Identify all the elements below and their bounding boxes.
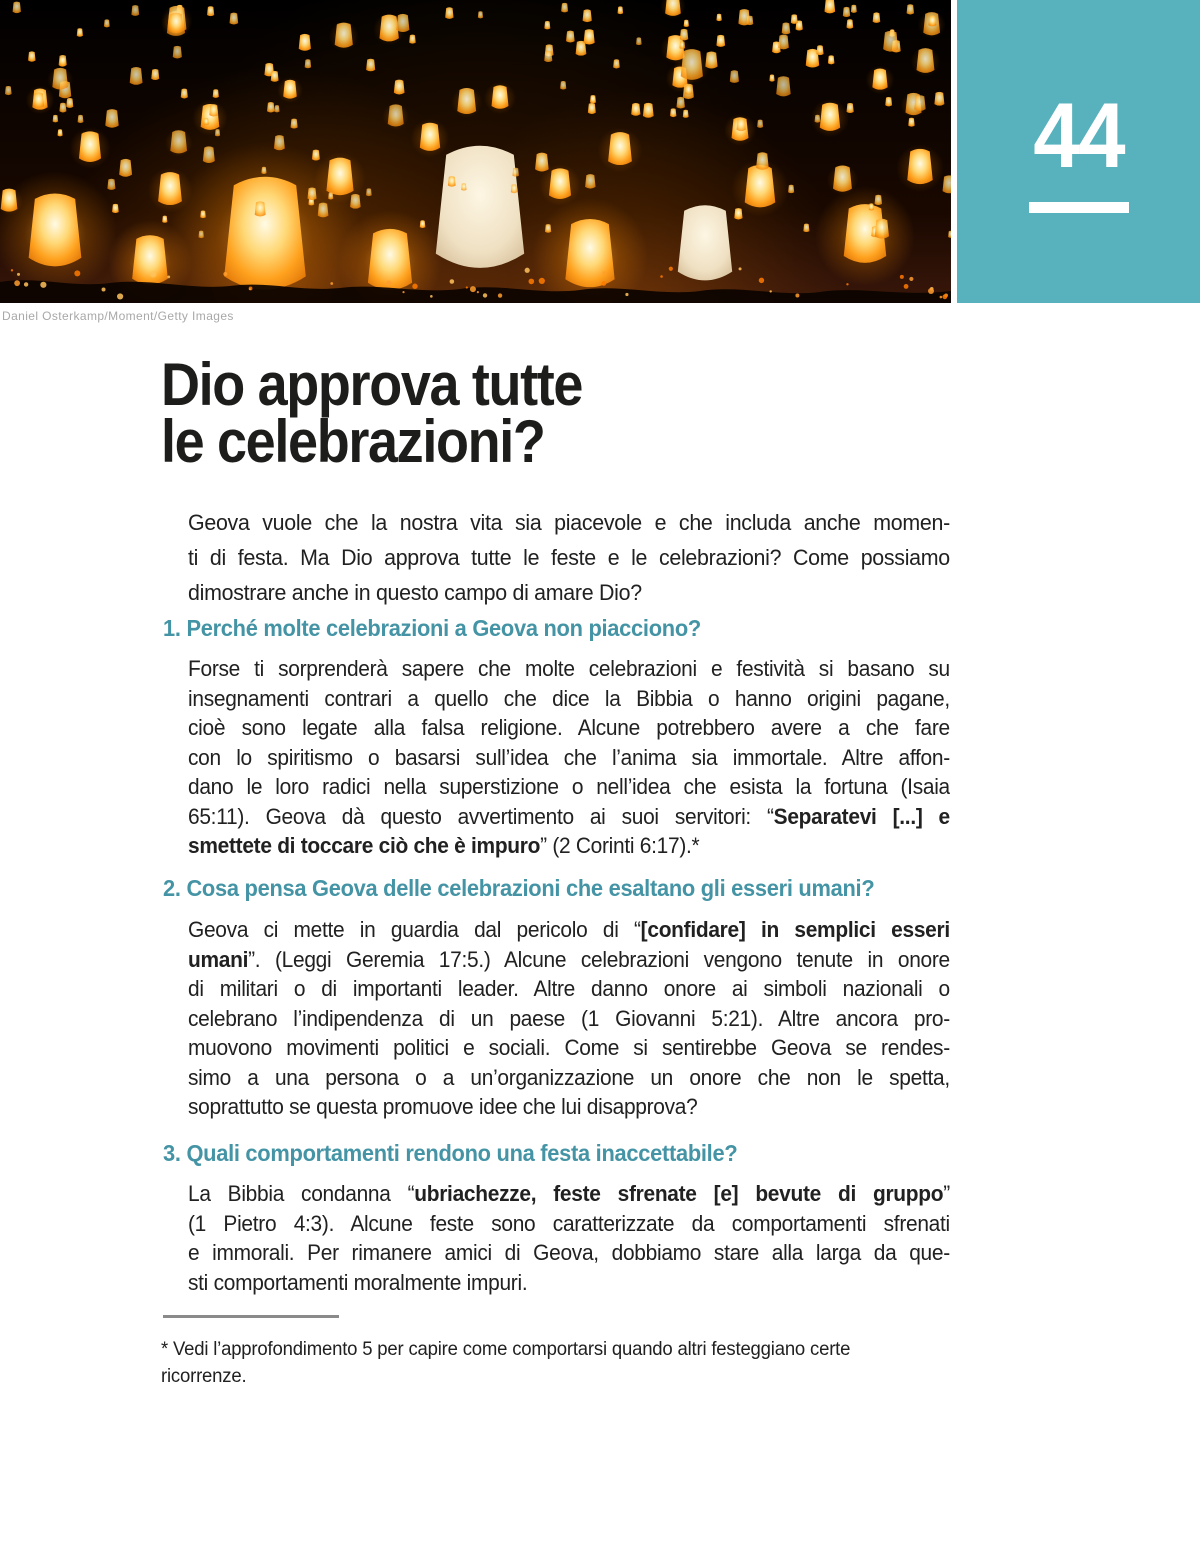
text-line: ricorrenze.	[161, 1365, 247, 1387]
text-line: * Vedi l’approfondimento 5 per capire come comportarsi quando altri festeggiano certe	[161, 1338, 851, 1360]
text-line: le celebrazioni?	[161, 408, 545, 475]
text-line: soprattutto se questa promuove idee che lui disapprova?	[188, 1094, 698, 1119]
text-line: 65:11). Geova dà questo avvertimento ai suoi servitori: “Separatevi [...] e	[188, 803, 950, 829]
text-line: sti comportamenti moralmente impuri.	[188, 1269, 528, 1295]
text-line: smettete di toccare ciò che è impuro” (2 Corinti 6:17).*	[188, 833, 700, 858]
sky-lanterns-photo	[0, 0, 951, 303]
text-line: Forse ti sorprenderà sapere che molte celebrazioni e festività si basano su	[188, 656, 950, 681]
text-line: simo a una persona o a un’organizzazione un onore che non le spetta,	[188, 1064, 950, 1090]
section-2-paragraph	[188, 915, 950, 1122]
section-2-heading: 2. Cosa pensa Geova delle celebrazioni che esaltano gli esseri umani?	[163, 875, 875, 901]
footnote-rule	[163, 1315, 339, 1318]
section-1-paragraph	[188, 654, 950, 861]
intro-paragraph	[188, 505, 950, 610]
footnote	[161, 1336, 940, 1390]
text-line: (1 Pietro 4:3). Alcune feste sono caratterizzate da comportamenti sfrenati	[188, 1210, 950, 1236]
text-line: dimostrare anche in questo campo di amare Dio?	[188, 580, 642, 605]
photo-credit: Daniel Osterkamp/Moment/Getty Images	[2, 309, 234, 323]
section-3-heading: 3. Quali comportamenti rendono una festa inaccettabile?	[163, 1140, 738, 1166]
text-line: umani”. (Leggi Geremia 17:5.) Alcune celebrazioni vengono tenute in onore	[188, 946, 950, 972]
text-line: con lo spiritismo o basarsi sull’idea che l’anima sia immortale. Altre affon-	[188, 744, 950, 770]
text-line: e immorali. Per rimanere amici di Geova, dobbiamo stare alla larga da que-	[188, 1240, 950, 1265]
text-line: Dio approva tutte	[161, 351, 583, 418]
text-line: Geova vuole che la nostra vita sia piacevole e che includa anche momen-	[188, 510, 950, 535]
text-line: ti di festa. Ma Dio approva tutte le feste e le celebrazioni? Come possiamo	[188, 545, 950, 570]
text-line: dano le loro radici nella superstizione o nell’idea che esista la fortuna (Isaia	[188, 774, 950, 799]
text-line: celebrano l’indipendenza di un paese (1 Giovanni 5:21). Altre ancora pro-	[188, 1005, 950, 1031]
text-line: muovono movimenti politici e sociali. Come si sentirebbe Geova se rendes-	[188, 1035, 950, 1060]
chapter-badge	[957, 0, 1200, 303]
text-line: Geova ci mette in guardia dal pericolo di “[confidare] in semplici esseri	[188, 917, 950, 942]
text-line: di militari o di importanti leader. Altre danno onore ai simboli nazionali o	[188, 976, 950, 1001]
section-3-paragraph	[188, 1179, 950, 1297]
section-1-heading: 1. Perché molte celebrazioni a Geova non piacciono?	[163, 615, 701, 641]
chapter-underline	[1029, 202, 1129, 213]
hero-photo	[0, 0, 951, 303]
page-title	[161, 351, 583, 475]
text-line: insegnamenti contrari a quello che dice la Bibbia o hanno origini pagane,	[188, 685, 950, 711]
chapter-number: 44	[1033, 85, 1124, 187]
text-line: La Bibbia condanna “ubriachezze, feste sfrenate [e] bevute di gruppo”	[188, 1181, 950, 1206]
text-line: cioè sono legate alla falsa religione. Alcune potrebbero avere a che fare	[188, 715, 950, 740]
